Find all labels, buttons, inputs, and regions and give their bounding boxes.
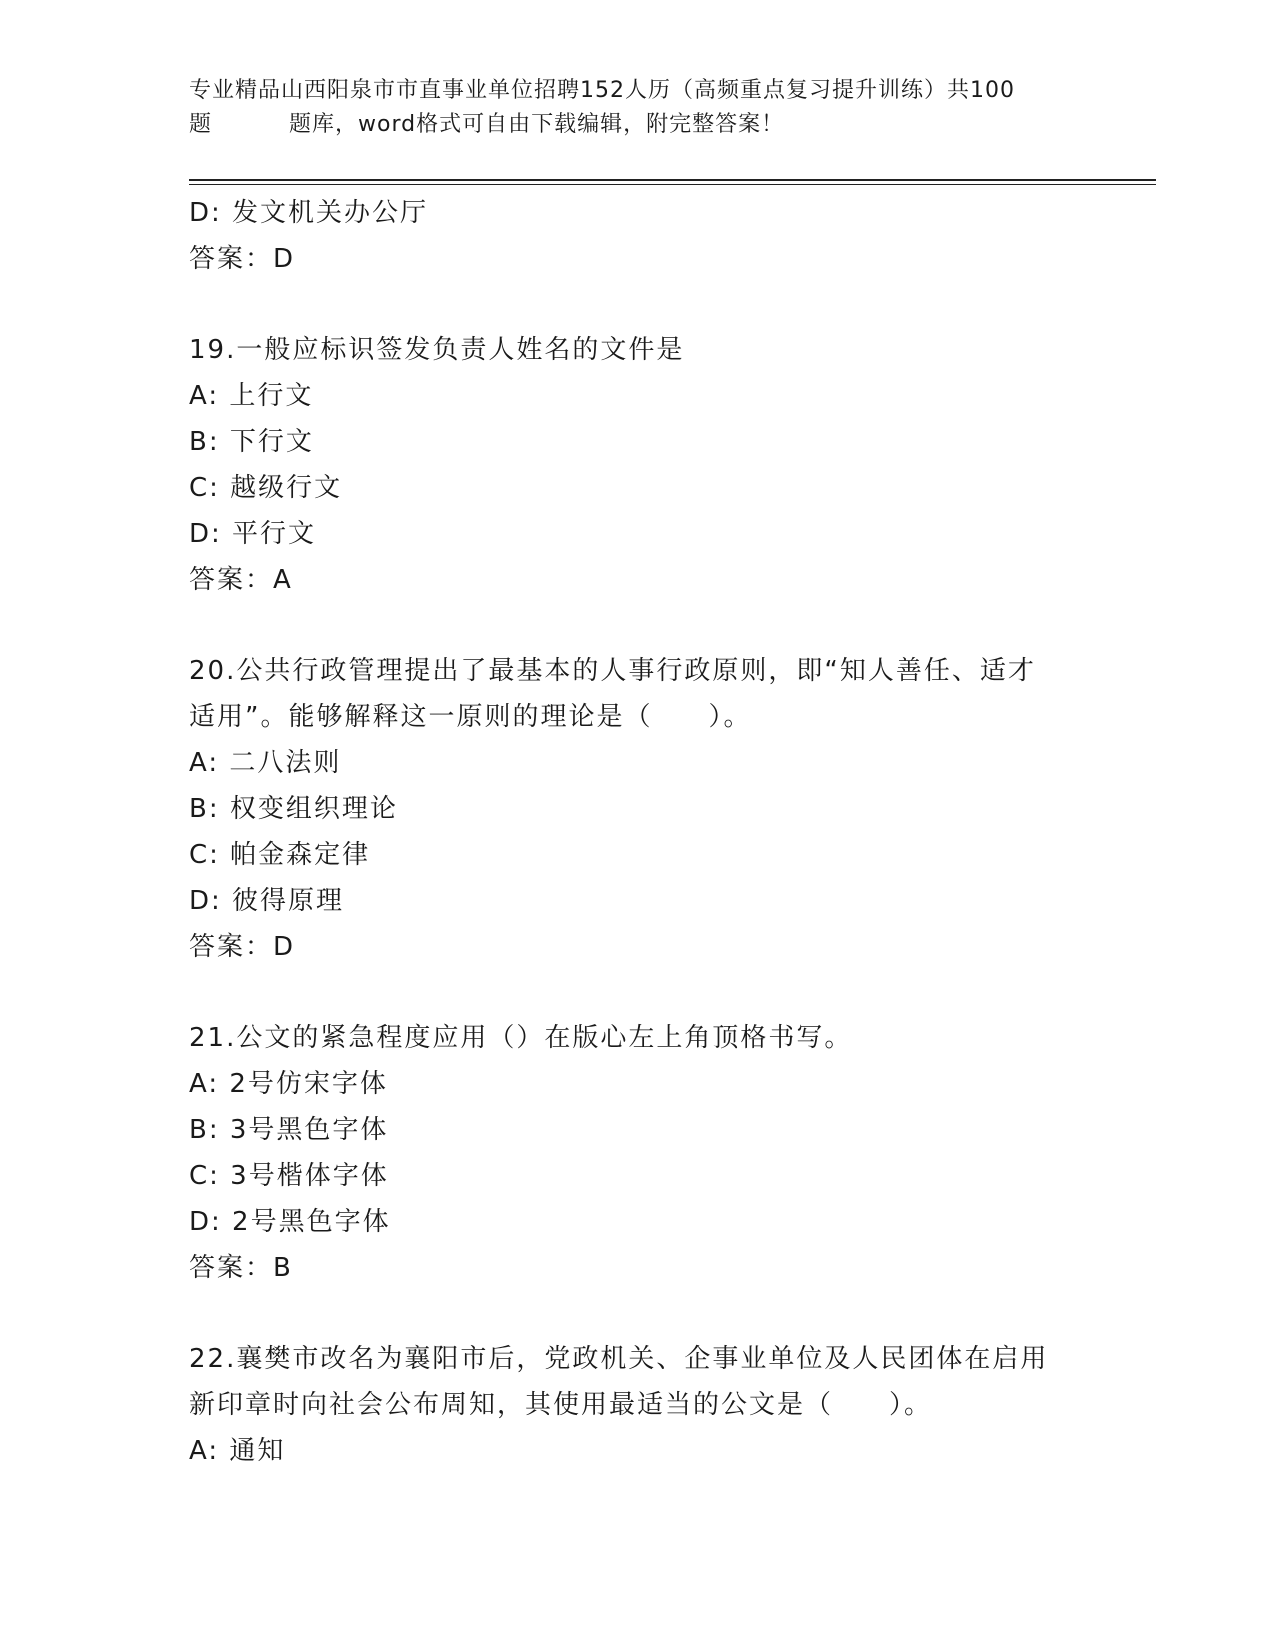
option-c: C: 帕金森定律 xyxy=(189,840,371,870)
answer: 答案：B xyxy=(189,1253,293,1283)
question-text: 21.公文的紧急程度应用（）在版心左上角顶格书写。 xyxy=(189,1023,853,1053)
question-text: 20.公共行政管理提出了最基本的人事行政原则，即“知人善任、适才 xyxy=(189,656,1036,686)
question-21 xyxy=(189,1015,1089,1291)
header-title-line2 xyxy=(189,108,1089,142)
option-b: B: 下行文 xyxy=(189,427,314,457)
header-divider-thin xyxy=(189,184,1156,185)
option-c: C: 越级行文 xyxy=(189,473,343,503)
option-b: B: 3号黑色字体 xyxy=(189,1115,389,1145)
prev-answer: 答案：D xyxy=(189,244,296,274)
question-19 xyxy=(189,327,1089,603)
header-title-line2-b: 题库，word格式可自由下载编辑，附完整答案！ xyxy=(289,112,785,137)
question-content xyxy=(189,190,1089,1474)
option-a: A: 通知 xyxy=(189,1436,286,1466)
option-a: A: 2号仿宋字体 xyxy=(189,1069,388,1099)
question-22 xyxy=(189,1336,1089,1474)
answer: 答案：D xyxy=(189,932,296,962)
option-b: B: 权变组织理论 xyxy=(189,794,398,824)
question-20 xyxy=(189,648,1089,970)
option-a: A: 二八法则 xyxy=(189,748,342,778)
question-text-cont: 适用”。能够解释这一原则的理论是（ ）。 xyxy=(189,702,752,732)
option-c: C: 3号楷体字体 xyxy=(189,1161,389,1191)
page-header xyxy=(189,74,1089,142)
header-divider-thick xyxy=(189,179,1156,181)
question-text: 22.襄樊市改名为襄阳市后，党政机关、企事业单位及人民团体在启用 xyxy=(189,1344,1049,1374)
option-d: D: 2号黑色字体 xyxy=(189,1207,391,1237)
prev-option-d: D: 发文机关办公厅 xyxy=(189,198,429,228)
option-d: D: 彼得原理 xyxy=(189,886,345,916)
question-text: 19.一般应标识签发负责人姓名的文件是 xyxy=(189,335,685,365)
option-d: D: 平行文 xyxy=(189,519,317,549)
option-a: A: 上行文 xyxy=(189,381,314,411)
header-title-line2-a: 题 xyxy=(189,112,213,137)
question-text-cont: 新印章时向社会公布周知，其使用最适当的公文是（ ）。 xyxy=(189,1390,933,1420)
answer: 答案：A xyxy=(189,565,293,595)
header-title-line1: 专业精品山西阳泉市市直事业单位招聘152人历（高频重点复习提升训练）共100 xyxy=(189,78,1015,103)
